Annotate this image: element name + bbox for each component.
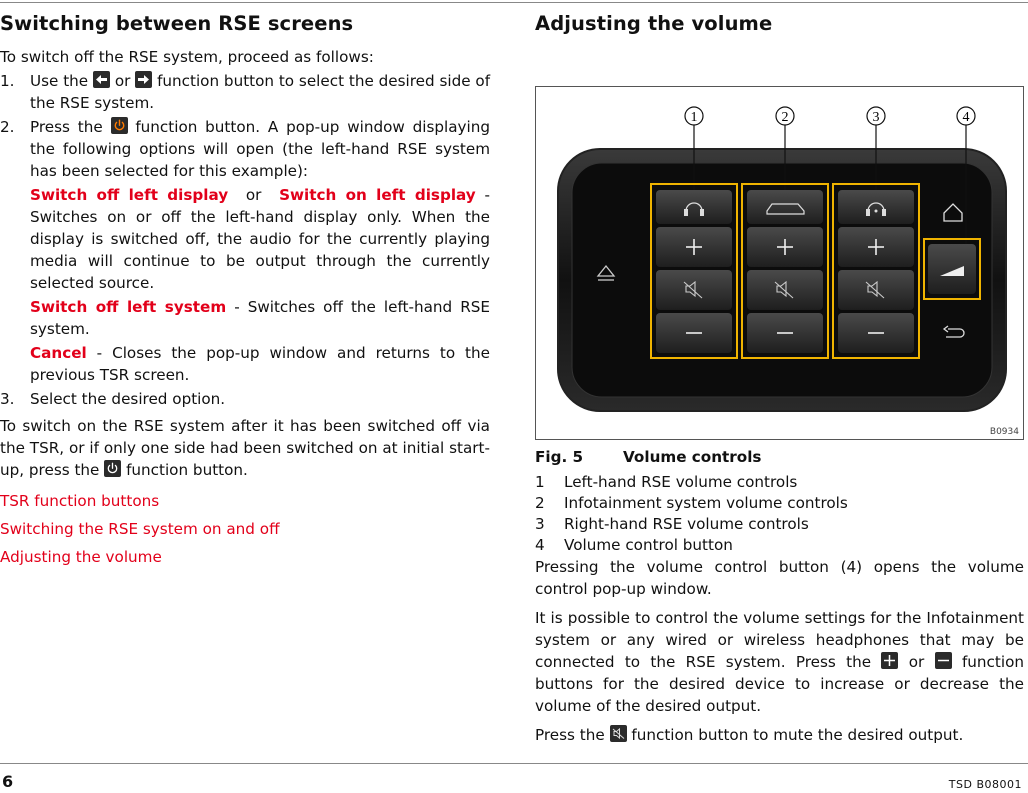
volume-para-2: It is possible to control the volume settings for the Infotainment system or any wired or wireless headphones that may be connected to the RSE system. Press the or function buttons for the desired device to increase or decrease the volume of the desired output. (535, 609, 1024, 715)
callout-1 (685, 107, 703, 125)
power-icon (111, 117, 128, 134)
callout-4 (957, 107, 975, 125)
volume-controls-figure (535, 86, 1024, 440)
figure-code: B0934 (989, 427, 1019, 437)
switch-on-paragraph: To switch on the RSE system after it has been switched off via the TSR, or if only one side had been switched on at initial start-up, press the function button. (0, 417, 490, 479)
section-heading-volume: Adjusting the volume (535, 12, 773, 35)
page-number: 6 (2, 772, 14, 791)
callout-2 (776, 107, 794, 125)
legend-item: 3 Right-hand RSE volume controls (535, 515, 809, 533)
legend-item: 1 Left-hand RSE volume controls (535, 473, 798, 491)
top-rule (0, 2, 1028, 3)
minus-icon (935, 652, 952, 669)
svg-text:4: 4 (962, 110, 970, 125)
callout-3 (867, 107, 885, 125)
intro-text: To switch off the RSE system, proceed as follows: (0, 48, 374, 66)
link-tsr-function-buttons[interactable]: TSR function buttons (0, 492, 160, 510)
svg-text:3: 3 (872, 110, 880, 125)
steps-list (0, 70, 490, 182)
svg-text:1: 1 (690, 110, 698, 125)
svg-text:2: 2 (781, 110, 789, 125)
option-display: Switch off left display or Switch on left display - Switches on or off the left-hand display only. When the display is switched off, the audio for the currently playing media will continue to be output through the currently selected source. (30, 186, 491, 292)
step-1: 1. Use the or function button to select the desired side of the RSE system. (0, 72, 491, 112)
bottom-rule (0, 763, 1028, 764)
left-column (0, 12, 490, 571)
plus-icon (881, 652, 898, 669)
section-heading-switching: Switching between RSE screens (0, 12, 354, 35)
arrow-right-icon (135, 71, 152, 88)
volume-panel-illustration (536, 87, 1023, 439)
figure-legend (535, 472, 1024, 556)
link-switching-rse[interactable]: Switching the RSE system on and off (0, 520, 280, 538)
link-adjusting-volume[interactable]: Adjusting the volume (0, 548, 162, 566)
legend-item: 2 Infotainment system volume controls (535, 494, 848, 512)
power-icon-white (104, 460, 121, 477)
step-2: 2. Press the function button. A pop-up window displaying the following options will open (the left-hand RSE system has been selected for this example): (0, 118, 491, 180)
mute-icon (610, 725, 627, 742)
option-system: Switch off left system - Switches off the left-hand RSE system. (30, 298, 490, 338)
step-3: 3. Select the desired option. (0, 390, 226, 408)
legend-item: 4 Volume control button (535, 536, 733, 554)
right-column (535, 12, 1024, 753)
volume-para-1: Pressing the volume control button (4) opens the volume control pop-up window. (535, 558, 1024, 598)
arrow-left-icon (93, 71, 110, 88)
figure-caption: Fig. 5 Volume controls (535, 448, 762, 466)
document-reference: TSD B08001 (948, 778, 1022, 791)
volume-para-3: Press the function button to mute the desired output. (535, 726, 964, 744)
option-cancel: Cancel - Closes the pop-up window and returns to the previous TSR screen. (30, 344, 490, 384)
steps-list-cont (0, 388, 490, 410)
